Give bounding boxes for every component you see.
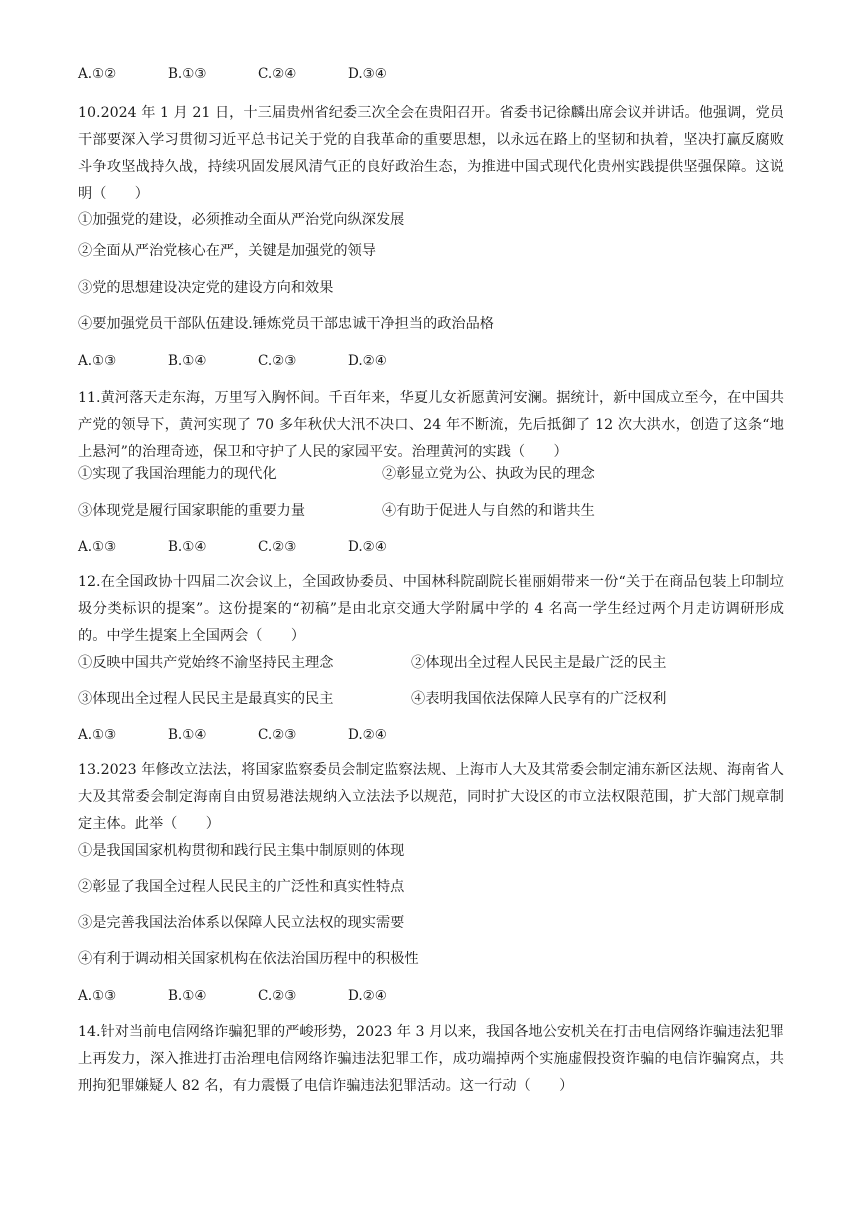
answer-d: D.②④ (348, 988, 387, 1004)
q10-answer-row (78, 350, 438, 372)
q12-option-1: ①反映中国共产党始终不渝坚持民主理念 (78, 655, 334, 671)
q12-option-2: ②体现出全过程人民民主是最广泛的民主 (411, 655, 667, 671)
answer-b: B.①④ (168, 539, 207, 555)
q13-stem: 13.2023 年修改立法法，将国家监察委员会制定监察法规、上海市人大及其常委会制定浦东新区法规、海南省人大及其常委会制定海南自由贸易港法规纳入立法法予以规范，同时扩大设区的市立法权限范围，扩大部门规章制定主体。此举（ ） (78, 762, 784, 832)
answer-c: C.②③ (258, 539, 297, 555)
answer-a: A.①③ (78, 988, 117, 1004)
answer-a: A.①② (78, 66, 117, 82)
q10-option-4: ④要加强党员干部队伍建设.锤炼党员干部忠诚干净担当的政治品格 (78, 316, 494, 332)
answer-a: A.①③ (78, 353, 117, 369)
answer-a: A.①③ (78, 727, 117, 743)
q13-answer-row (78, 985, 438, 1007)
q11-option-3: ③体现党是履行国家职能的重要力量 (78, 503, 306, 519)
q12-option-3: ③体现出全过程人民民主是最真实的民主 (78, 691, 334, 707)
q10-option-3: ③党的思想建设决定党的建设方向和效果 (78, 280, 334, 296)
q13-option-3: ③是完善我国法治体系以保障人民立法权的现实需要 (78, 915, 405, 931)
q13-option-2: ②彰显了我国全过程人民民主的广泛性和真实性特点 (78, 879, 405, 895)
answer-d: D.②④ (348, 353, 387, 369)
answer-b: B.①④ (168, 727, 207, 743)
answer-d: D.②④ (348, 727, 387, 743)
answer-d: D.③④ (348, 66, 387, 82)
answer-c: C.②③ (258, 353, 297, 369)
q11-stem: 11.黄河落天走东海，万里写入胸怀间。千百年来，华夏儿女祈愿黄河安澜。据统计，新中国成立至今，在中国共产党的领导下，黄河实现了 70 多年秋伏大汛不决口、24 年不断流，先后抵御了 12 次大洪水，创造了这条“地上悬河”的治理奇迹，保卫和守护了人民的家园平安。治理黄河的实践（ ） (78, 390, 784, 460)
answer-b: B.①④ (168, 353, 207, 369)
answer-c: C.②④ (258, 66, 297, 82)
answer-c: C.②③ (258, 988, 297, 1004)
q11-option-1: ①实现了我国治理能力的现代化 (78, 466, 277, 482)
answer-b: B.①③ (168, 66, 207, 82)
q13-option-4: ④有利于调动相关国家机构在依法治国历程中的积极性 (78, 951, 419, 967)
q12-stem: 12.在全国政协十四届二次会议上，全国政协委员、中国林科院副院长崔丽娟带来一份“关于在商品包装上印制垃圾分类标识的提案”。这份提案的“初稿”是由北京交通大学附属中学的 4 名高一学生经过两个月走访调研形成的。中学生提案上全国两会（ ） (78, 574, 784, 644)
q11-option-4: ④有助于促进人与自然的和谐共生 (382, 503, 595, 519)
answer-a: A.①③ (78, 539, 117, 555)
q10-option-2: ②全面从严治党核心在严，关键是加强党的领导 (78, 243, 376, 259)
q12-option-4: ④表明我国依法保障人民享有的广泛权利 (411, 691, 667, 707)
q9-answer-row (78, 63, 438, 85)
q13-option-1: ①是我国国家机构贯彻和践行民主集中制原则的体现 (78, 843, 405, 859)
q11-option-2: ②彰显立党为公、执政为民的理念 (382, 466, 595, 482)
q11-answer-row (78, 536, 438, 558)
answer-c: C.②③ (258, 727, 297, 743)
answer-b: B.①④ (168, 988, 207, 1004)
answer-d: D.②④ (348, 539, 387, 555)
q14-stem: 14.针对当前电信网络诈骗犯罪的严峻形势，2023 年 3 月以来，我国各地公安机关在打击电信网络诈骗违法犯罪上再发力，深入推进打击治理电信网络诈骗违法犯罪工作，成功端掉两个实施虚假投资诈骗的电信诈骗窝点，共刑拘犯罪嫌疑人 82 名，有力震慑了电信诈骗违法犯罪活动。这一行动（ ） (78, 1024, 784, 1094)
q10-stem: 10.2024 年 1 月 21 日，十三届贵州省纪委三次全会在贵阳召开。省委书记徐麟出席会议并讲话。他强调，党员干部要深入学习贯彻习近平总书记关于党的自我革命的重要思想，以永远在路上的坚韧和执着，坚决打赢反腐败斗争攻坚战持久战，持续巩固发展风清气正的良好政治生态，为推进中国式现代化贵州实践提供坚强保障。这说明（ ） (78, 105, 784, 202)
q10-option-1: ①加强党的建设，必须推动全面从严治党向纵深发展 (78, 212, 405, 228)
q12-answer-row (78, 724, 438, 746)
